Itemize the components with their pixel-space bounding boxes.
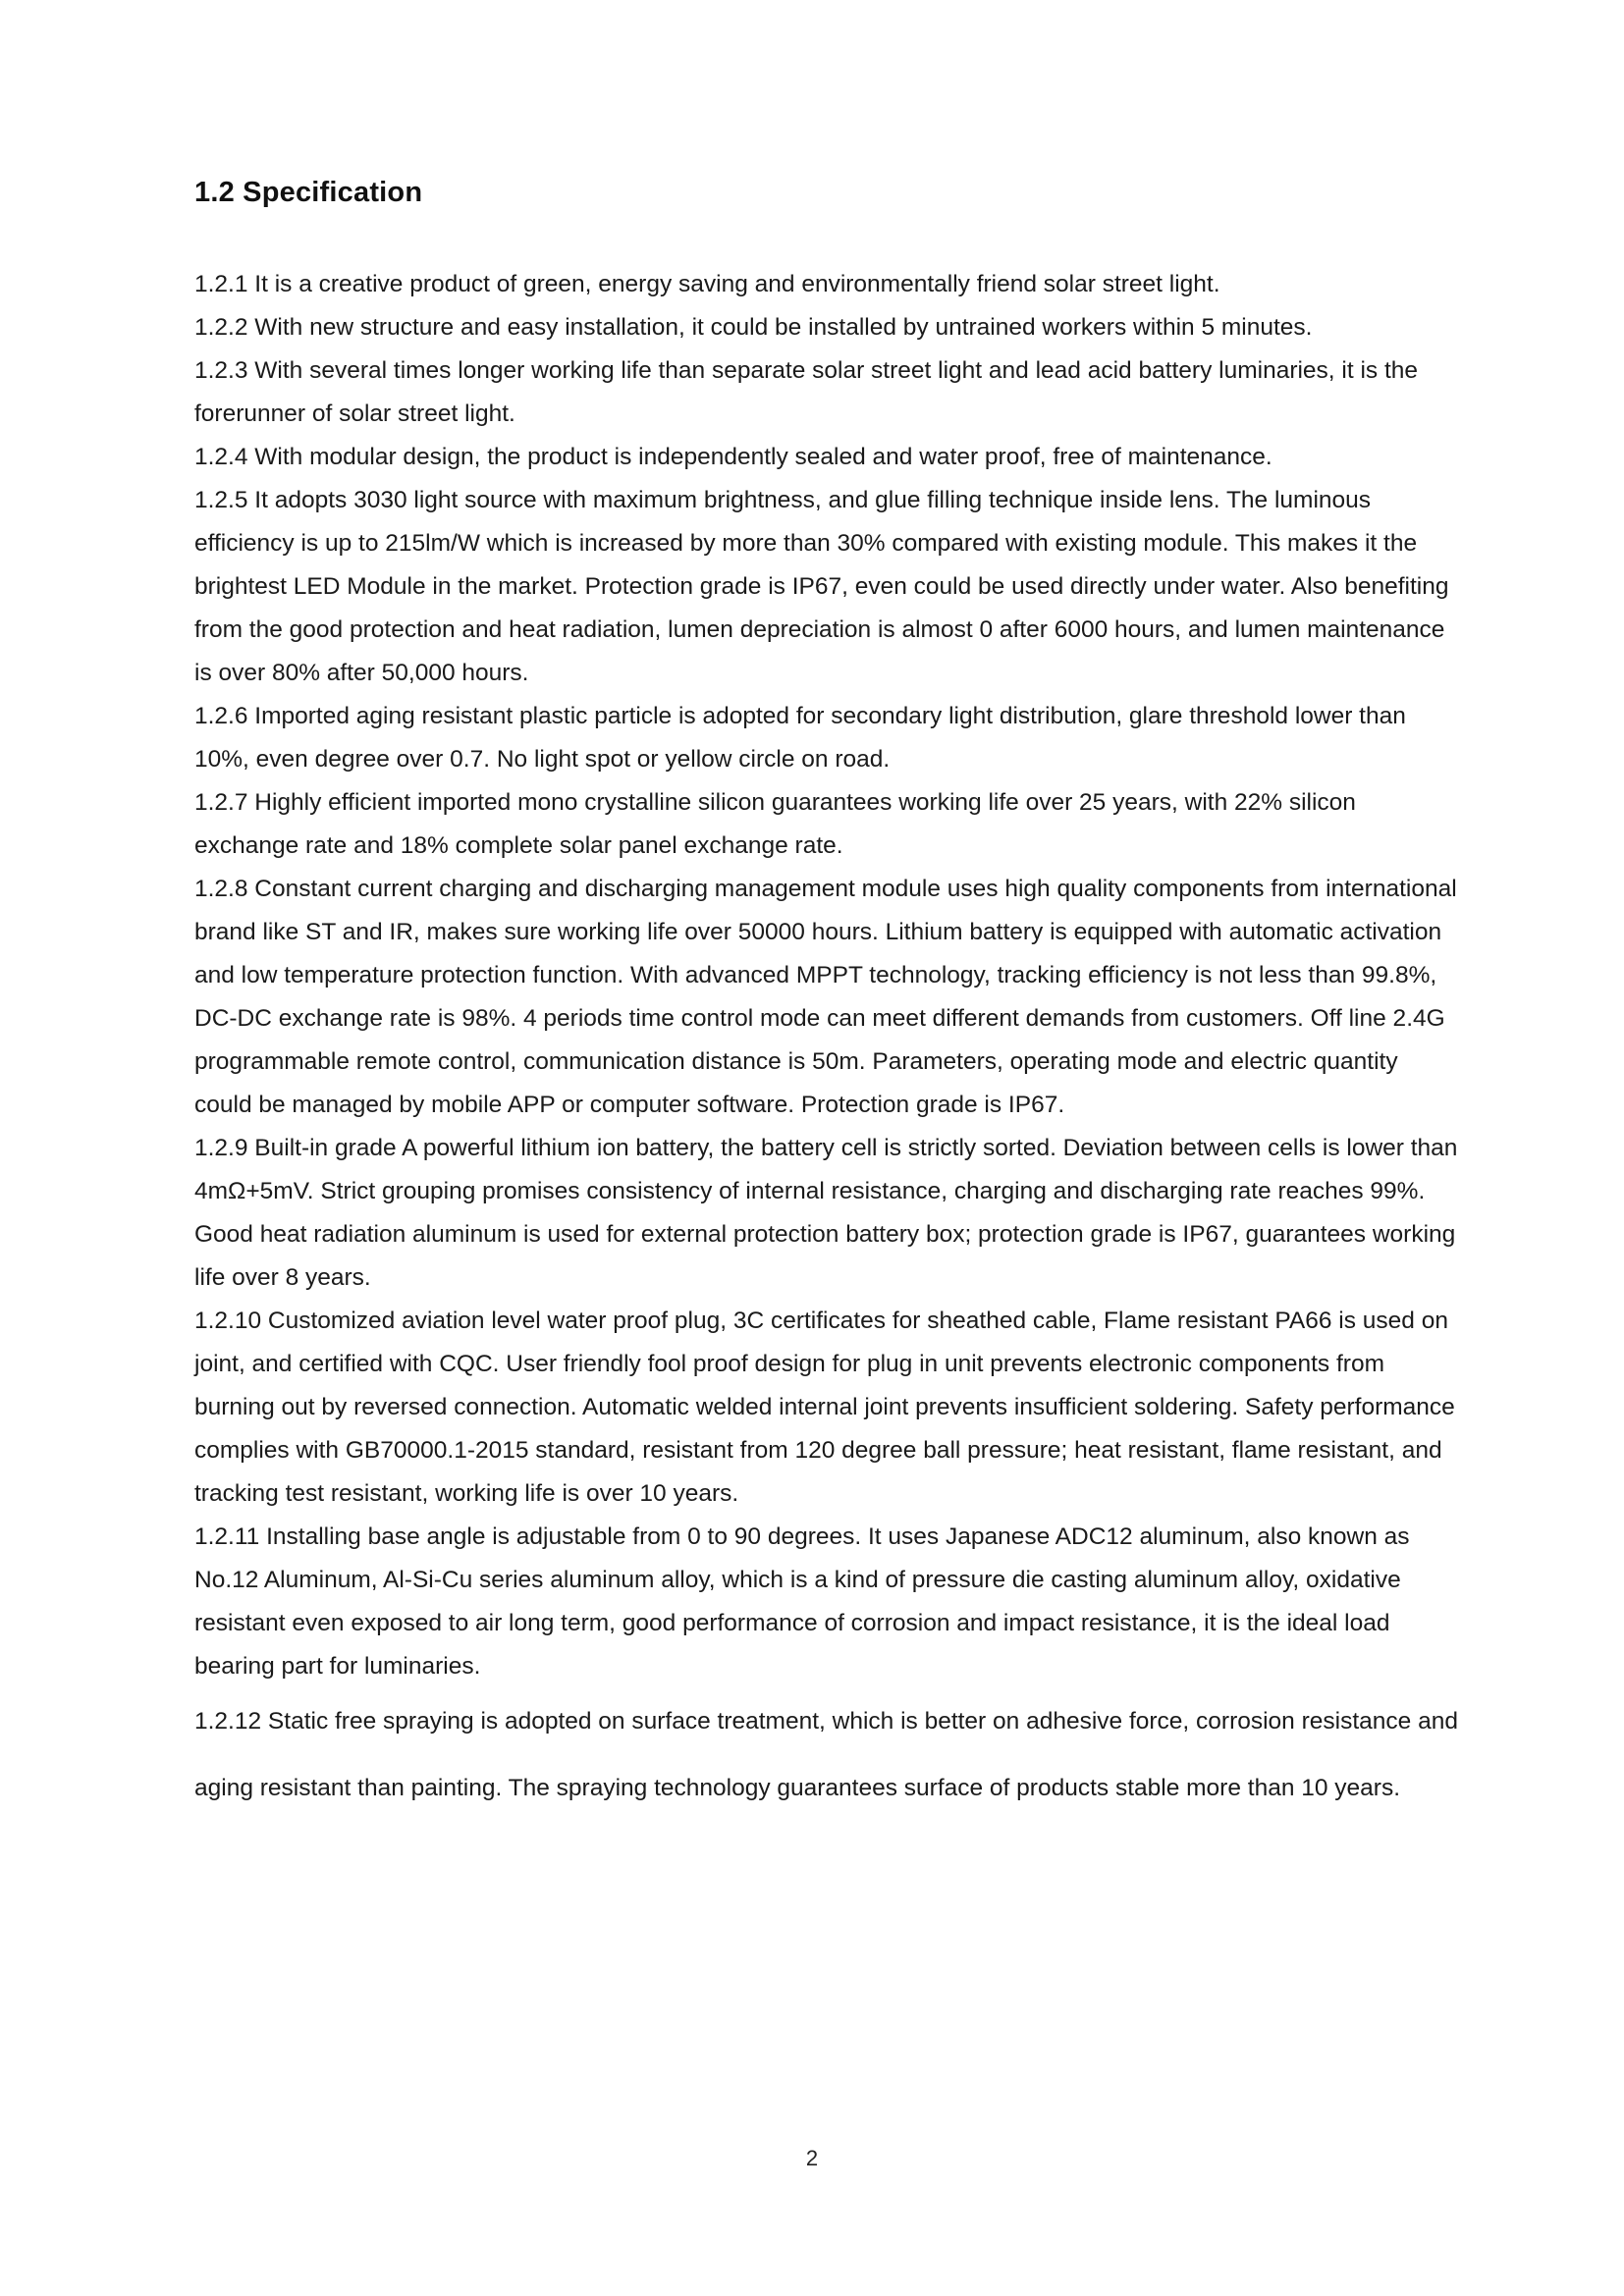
section-heading: 1.2 Specification (194, 177, 423, 208)
spec-paragraph-8: 1.2.8 Constant current charging and discharging management module uses high quality components from international brand like ST and IR, makes sure working life over 50000 hours. Lithium battery is equipped with automatic activation and low temperature protection function. With advanced MPPT technology, tracking efficiency is not less than 99.8%, DC-DC exchange rate is 98%. 4 periods time control mode can meet different demands from customers. Off line 2.4G programmable remote control, communication distance is 50m. Parameters, operating mode and electric quantity could be managed by mobile APP or computer software. Protection grade is IP67. (194, 876, 1457, 1118)
spec-paragraph-11: 1.2.11 Installing base angle is adjustable from 0 to 90 degrees. It uses Japanese ADC12 aluminum, also known as No.12 Aluminum, Al-Si-Cu series aluminum alloy, which is a kind of pressure die casting aluminum alloy, oxidative resistant even exposed to air long term, good performance of corrosion and impact resistance, it is the ideal load bearing part for luminaries. (194, 1523, 1410, 1680)
spec-paragraph-10: 1.2.10 Customized aviation level water proof plug, 3C certificates for sheathed cable, Flame resistant PA66 is used on joint, and certified with CQC. User friendly fool proof design for plug in unit prevents electronic components from burning out by reversed connection. Automatic welded internal joint prevents insufficient soldering. Safety performance complies with GB70000.1-2015 standard, resistant from 120 degree ball pressure; heat resistant, flame resistant, and tracking test resistant, working life is over 10 years. (194, 1308, 1455, 1507)
spec-paragraph-2: 1.2.2 With new structure and easy installation, it could be installed by untrained workers within 5 minutes. (194, 314, 1313, 341)
spec-paragraph-9: 1.2.9 Built-in grade A powerful lithium ion battery, the battery cell is strictly sorted. Deviation between cells is lower than 4mΩ+5mV. Strict grouping promises consistency of internal resistance, charging and discharging rate reaches 99%. Good heat radiation aluminum is used for external protection battery box; protection grade is IP67, guarantees working life over 8 years. (194, 1135, 1458, 1291)
spec-paragraph-1: 1.2.1 It is a creative product of green, energy saving and environmentally friend solar street light. (194, 271, 1220, 297)
spec-paragraph-7: 1.2.7 Highly efficient imported mono crystalline silicon guarantees working life over 25 years, with 22% silicon exchange rate and 18% complete solar panel exchange rate. (194, 789, 1356, 859)
spec-paragraph-4: 1.2.4 With modular design, the product is independently sealed and water proof, free of maintenance. (194, 444, 1272, 470)
spec-paragraph-3: 1.2.3 With several times longer working life than separate solar street light and lead acid battery luminaries, it is the forerunner of solar street light. (194, 357, 1419, 427)
spec-paragraph-5: 1.2.5 It adopts 3030 light source with maximum brightness, and glue filling technique inside lens. The luminous efficiency is up to 215lm/W which is increased by more than 30% compared with existing module. This makes it the brightest LED Module in the market. Protection grade is IP67, even could be used directly under water. Also benefiting from the good protection and heat radiation, lumen depreciation is almost 0 after 6000 hours, and lumen maintenance is over 80% after 50,000 hours. (194, 487, 1449, 686)
spec-paragraph-6: 1.2.6 Imported aging resistant plastic particle is adopted for secondary light distribution, glare threshold lower than 10%, even degree over 0.7. No light spot or yellow circle on road. (194, 703, 1406, 773)
spec-paragraph-12: 1.2.12 Static free spraying is adopted on surface treatment, which is better on adhesive force, corrosion resistance and aging resistant than painting. The spraying technology guarantees surface of products stable more than 10 years. (194, 1708, 1458, 1801)
page-number: 2 (805, 2146, 819, 2170)
section-body (194, 263, 1461, 1822)
